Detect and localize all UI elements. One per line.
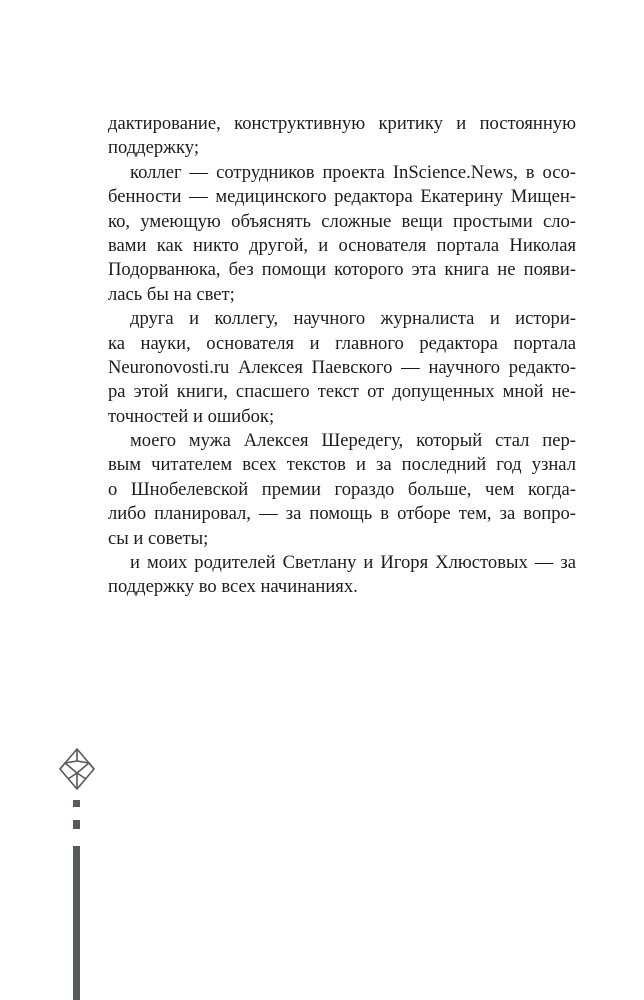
divider-bar xyxy=(73,846,80,1000)
text-line: Подорванюка, без помощи которого эта книга не появи- xyxy=(108,259,576,281)
text-line: либо планировал, — за помощь в отборе тем, за вопро- xyxy=(108,503,576,525)
text-line: о Шнобелевской премии гораздо больше, чем когда- xyxy=(108,478,576,500)
text-line: дактирование, конструктивную критику и постоянную xyxy=(108,113,576,134)
text-line: вым читателем всех текстов и за последний год узнал xyxy=(108,454,576,476)
cube-outline-icon xyxy=(58,747,96,791)
acknowledgements-text xyxy=(108,112,576,600)
text-line: моего мужа Алексея Шередегу, который стал пер- xyxy=(130,430,576,452)
divider-dot xyxy=(73,820,80,829)
text-line: точностей и ошибок; xyxy=(108,405,275,427)
text-line: ко, умеющую объяснять сложные вещи простыми сло- xyxy=(108,210,576,232)
text-line: бенности — медицинского редактора Екатерину Мищен- xyxy=(108,186,576,208)
text-line: коллег — сотрудников проекта InScience.News, в осо- xyxy=(130,161,576,183)
text-line: поддержку во всех начинаниях. xyxy=(108,576,358,598)
text-line: ра этой книги, спасшего текст от допущенных мной не- xyxy=(108,381,576,403)
divider-dot xyxy=(73,800,80,807)
text-line: лась бы на свет; xyxy=(108,283,235,305)
text-line: Neuronovosti.ru Алексея Паевского — научного редакто- xyxy=(108,356,576,378)
text-line: друга и коллегу, научного журналиста и истори- xyxy=(130,308,576,330)
text-line: сы и советы; xyxy=(108,527,209,549)
text-line: ка науки, основателя и главного редактора портала xyxy=(108,332,576,354)
text-line: и моих родителей Светлану и Игоря Хлюстовых — за xyxy=(130,552,576,574)
text-line: вами как никто другой, и основателя портала Николая xyxy=(108,234,576,256)
text-line: поддержку; xyxy=(108,137,200,159)
